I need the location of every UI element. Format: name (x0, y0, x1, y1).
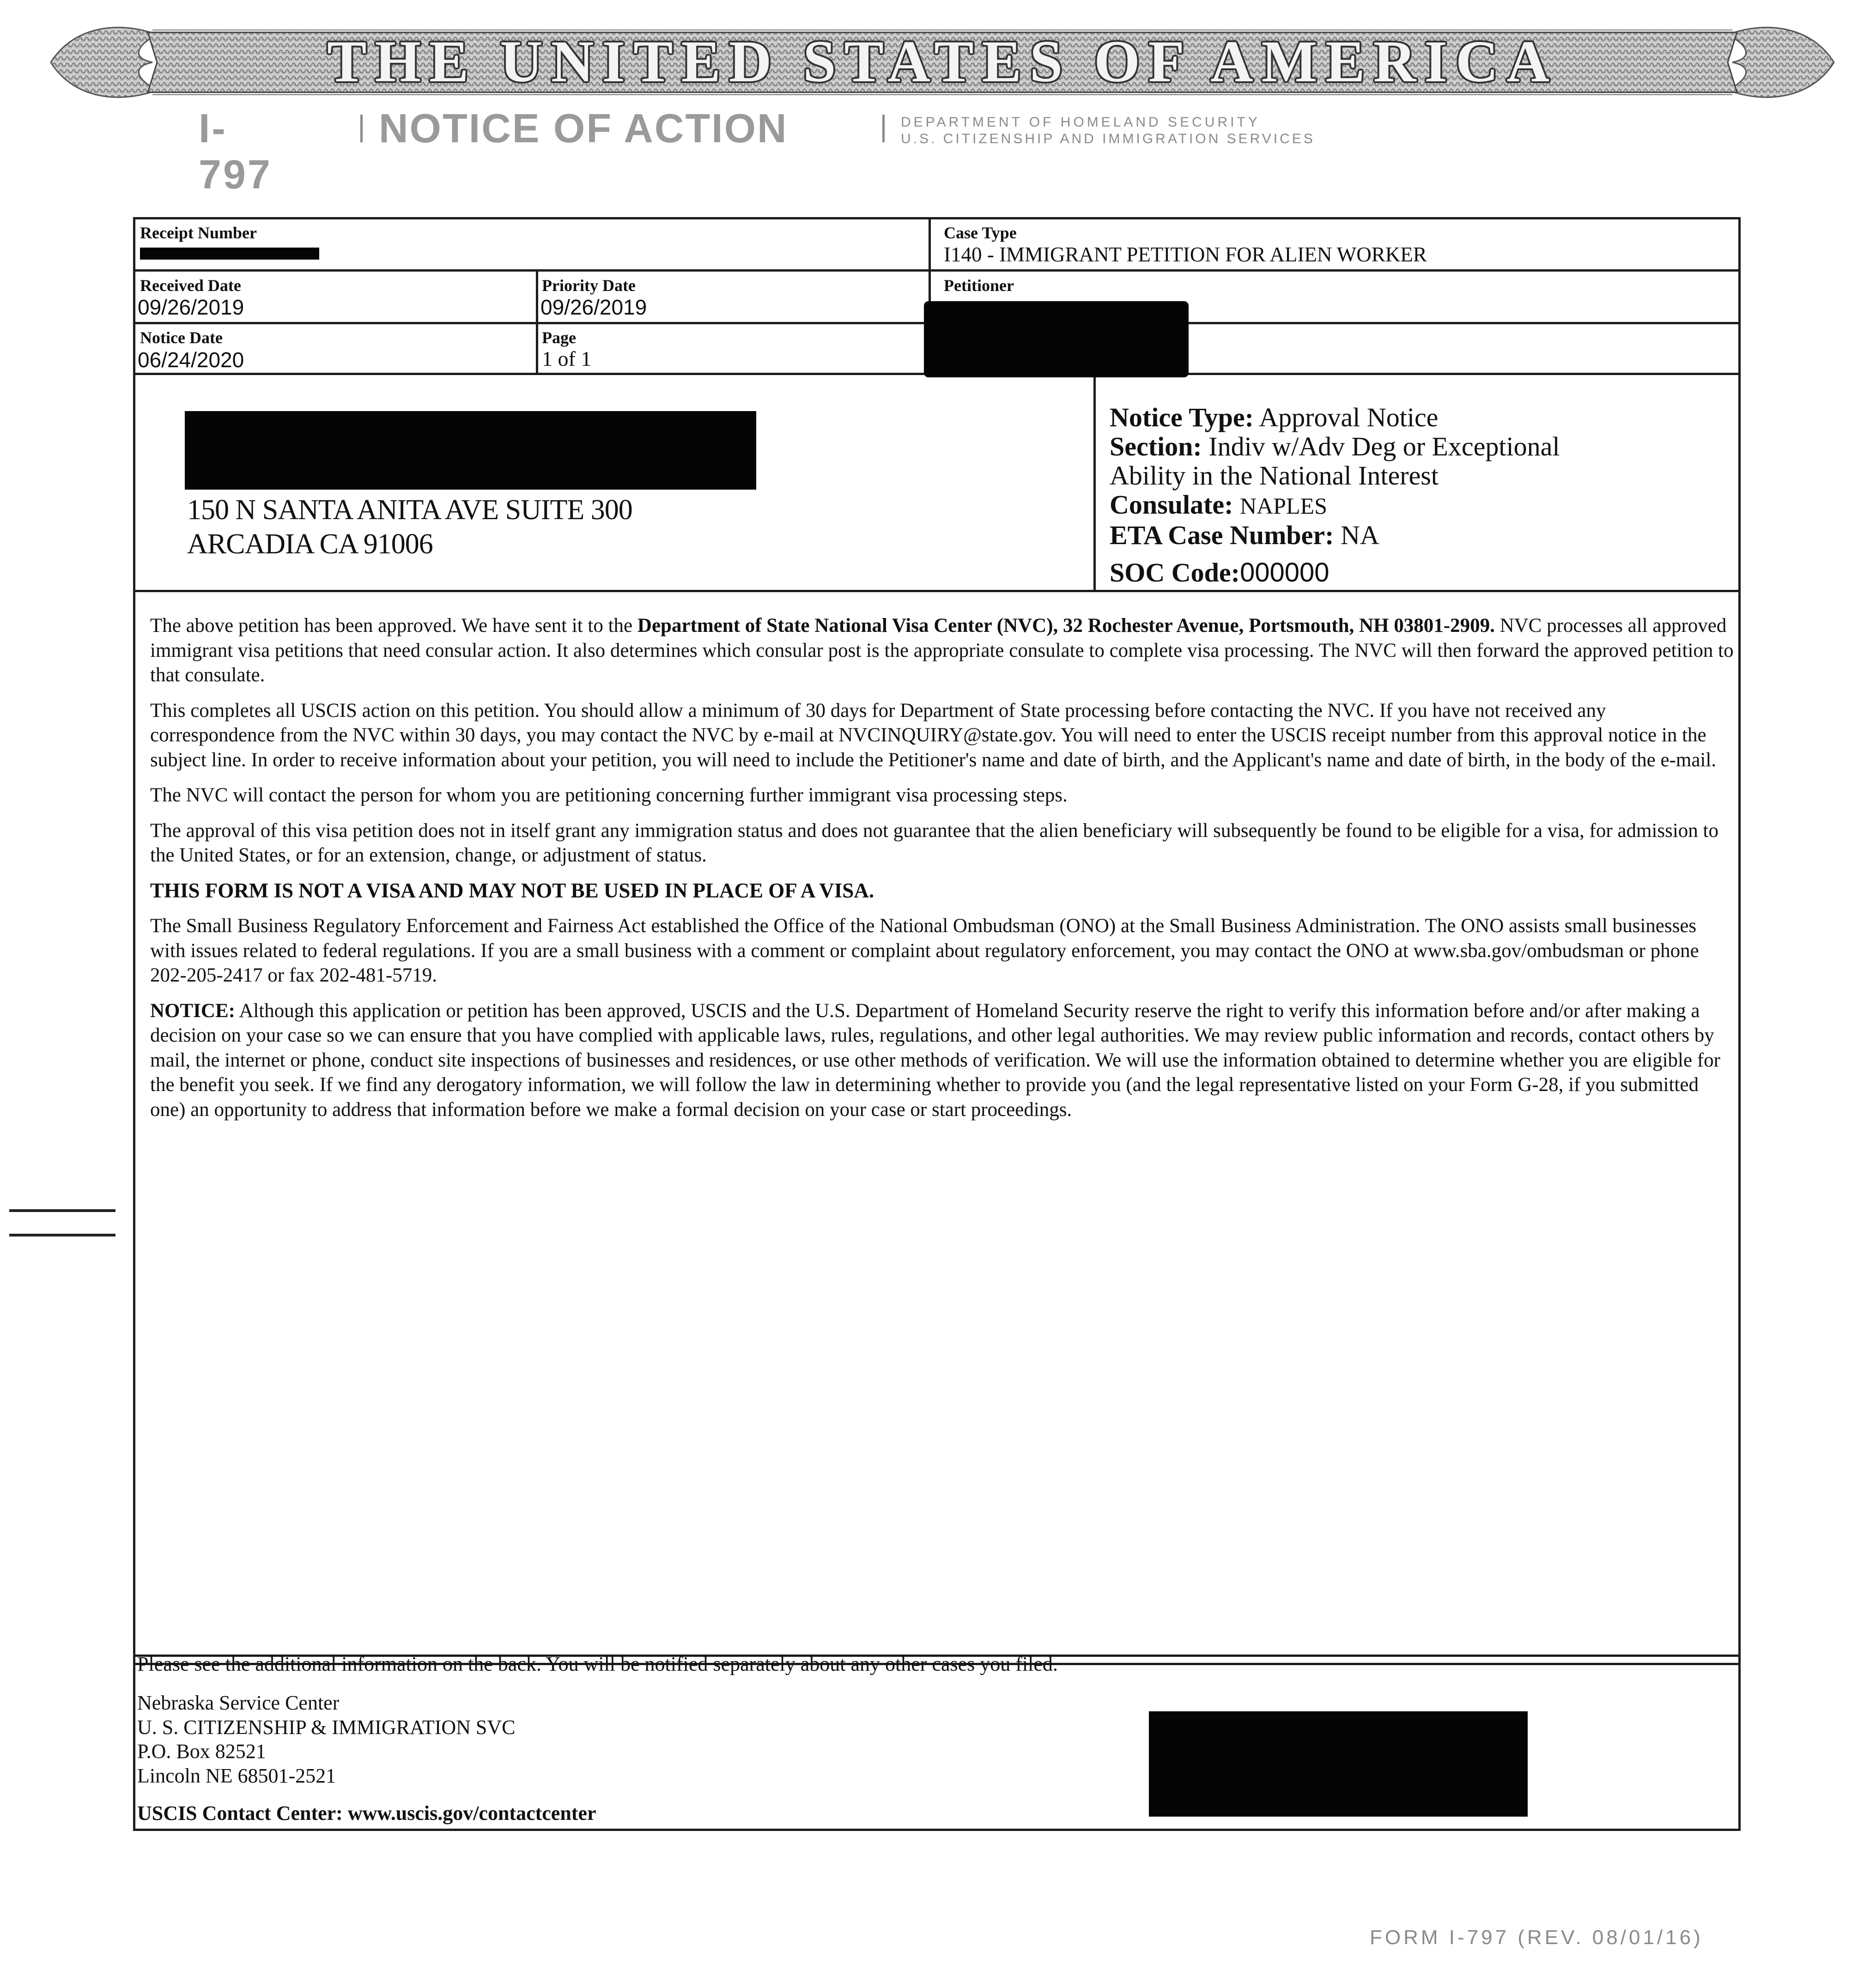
page-label: Page (542, 328, 576, 347)
form-revision: FORM I-797 (REV. 08/01/16) (1370, 1926, 1703, 1949)
beneficiary-name-redaction (185, 411, 756, 490)
margin-mark (9, 1234, 115, 1236)
notice-date-label: Notice Date (140, 328, 223, 347)
department-line: DEPARTMENT OF HOMELAND SECURITY (901, 115, 1260, 130)
notice-date-value: 06/24/2020 (138, 348, 244, 372)
grid-line (1093, 373, 1096, 590)
eta-case-number: ETA Case Number: NA (1110, 520, 1379, 550)
service-center-name: Nebraska Service Center (137, 1691, 340, 1714)
priority-date-label: Priority Date (542, 276, 636, 295)
paragraph-ombudsman: The Small Business Regulatory Enforcement and Fairness Act established the Office of the National Ombudsman (ONO) at the Small Business Administration. The ONO assists small businesses with issues related to federal regulations. If you are a small business with a comment or complaint about regulatory enforcement, you may contact the ONO at www.sba.gov/ombudsman or phone 202-205-2417 or fax 202-481-5719. (150, 915, 1699, 986)
case-type-value: I140 - IMMIGRANT PETITION FOR ALIEN WORKER (944, 243, 1427, 266)
notice-info (1110, 403, 1560, 587)
petitioner-redaction (924, 301, 1189, 377)
grid-line (536, 269, 538, 373)
header-separator (882, 115, 885, 142)
receipt-number-redaction (140, 248, 319, 260)
section-continued: Ability in the National Interest (1110, 461, 1439, 491)
case-type-label: Case Type (944, 224, 1017, 242)
po-box: P.O. Box 82521 (137, 1740, 266, 1763)
soc-code: SOC Code:000000 (1110, 558, 1330, 588)
notice-body (150, 613, 1735, 1133)
banner (46, 16, 1839, 106)
section: Section: Indiv w/Adv Deg or Exceptional (1110, 431, 1560, 461)
paragraph-approval-status: The approval of this visa petition does not in itself grant any immigration status and does not guarantee that the alien beneficiary will subsequently be found to be eligible for a visa, for admission to the United States, or for an extension, change, or adjustment of status. (150, 819, 1718, 866)
paragraph-nvc-contact: The NVC will contact the person for whom you are petitioning concerning further immigrant visa processing steps. (150, 784, 1068, 806)
agency-name: U. S. CITIZENSHIP & IMMIGRATION SVC (137, 1715, 516, 1739)
notice-title: NOTICE OF ACTION (379, 105, 788, 151)
page-value: 1 of 1 (542, 347, 592, 370)
margin-mark (9, 1209, 115, 1212)
city-state-zip: Lincoln NE 68501-2521 (137, 1764, 336, 1787)
paragraph-notice: NOTICE: Although this application or petition has been approved, USCIS and the U.S. Department of Homeland Security reserve the right to verify this information before and/or after making a decision on your case so we can ensure that you have complied with applicable laws, rules, regulations, and other legal authorities. We may review public information and records, contact others by mail, the internet or phone, conduct site inspections of businesses and residences, or use other methods of verification. We will use the information obtained to determine whether you are eligible for the benefit you seek. If we find any derogatory information, we will follow the law in determining whether to provide you (and the legal representative listed on your Form G-28, if you submitted one) an opportunity to address that information before we make a formal decision on your case or start proceedings. (150, 1000, 1720, 1121)
received-date-label: Received Date (140, 276, 241, 295)
contact-center: USCIS Contact Center: www.uscis.gov/contactcenter (137, 1802, 596, 1824)
grid-line (133, 590, 1741, 592)
priority-date-value: 09/26/2019 (540, 295, 647, 319)
not-a-visa-warning: THIS FORM IS NOT A VISA AND MAY NOT BE USED IN PLACE OF A VISA. (150, 879, 874, 902)
agency-line: U.S. CITIZENSHIP AND IMMIGRATION SERVICES (901, 131, 1315, 146)
service-center-address (137, 1691, 516, 1788)
form-code: I-797 (199, 105, 272, 197)
banner-title: THE UNITED STATES OF AMERICA (327, 29, 1558, 94)
consulate: Consulate: NAPLES (1110, 490, 1327, 520)
address-line-1: 150 N SANTA ANITA AVE SUITE 300 (187, 494, 632, 526)
received-date-value: 09/26/2019 (138, 295, 244, 319)
address-line-2: ARCADIA CA 91006 (187, 528, 433, 560)
additional-info-note: Please see the additional information on the back. You will be notified separately about any other cases you filed. (137, 1653, 1058, 1675)
header-separator (360, 115, 363, 142)
barcode-redaction (1149, 1711, 1528, 1817)
paragraph-uscis-action: This completes all USCIS action on this petition. You should allow a minimum of 30 days for Department of State processing before contacting the NVC. If you have not received any correspondence from the NVC within 30 days, you may contact the NVC by e-mail at NVCINQUIRY@state.gov. You will need to enter the USCIS receipt number from this approval notice in the subject line. In order to receive information about your petition, you will need to include the Petitioner's name and date of birth, and the Applicant's name and date of birth, in the body of the e-mail. (150, 699, 1717, 771)
petitioner-label: Petitioner (944, 276, 1014, 295)
notice-type: Notice Type: Approval Notice (1110, 402, 1439, 432)
grid-line (133, 269, 1741, 272)
receipt-number-label: Receipt Number (140, 224, 257, 242)
paragraph-nvc: The above petition has been approved. We have sent it to the Department of State National Visa Center (NVC), 32 Rochester Avenue, Portsmouth, NH 03801-2909. NVC processes all approved immigrant visa petitions that need consular action. It also determines which consular post is the appropriate consulate to complete visa processing. The NVC will then forward the approved petition to that consulate. (150, 615, 1734, 686)
